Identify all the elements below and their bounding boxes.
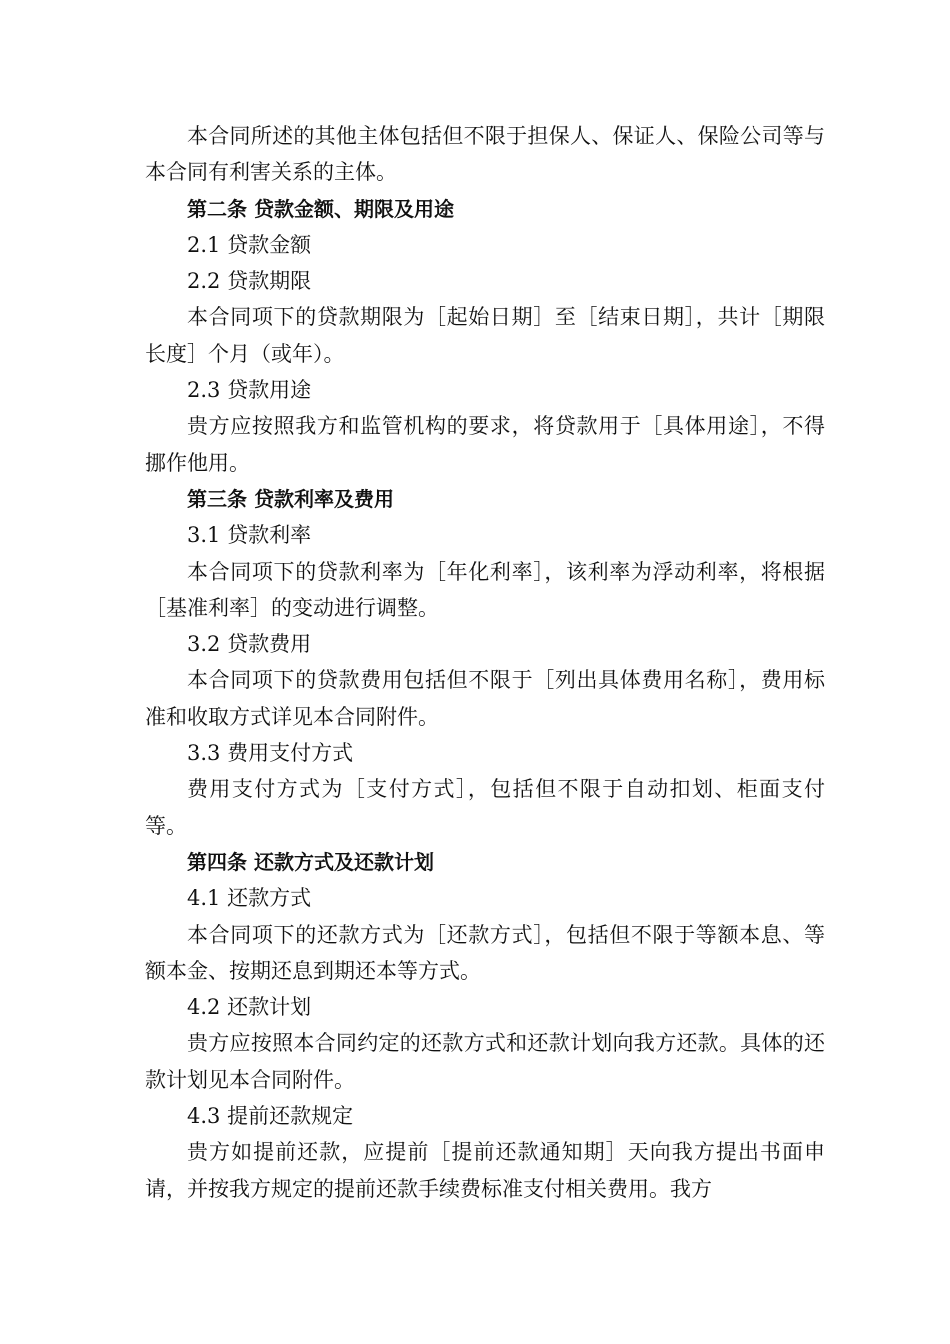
loan-fees-paragraph: 本合同项下的贷款费用包括但不限于［列出具体费用名称］，费用标准和收取方式详见本合同附件。 [145, 668, 825, 729]
article-4-heading: 第四条 还款方式及还款计划 [187, 849, 434, 874]
article-2-heading: 第二条 贷款金额、期限及用途 [187, 196, 454, 221]
fee-payment-paragraph: 费用支付方式为［支付方式］，包括但不限于自动扣划、柜面支付等。 [145, 777, 825, 838]
loan-term-paragraph: 本合同项下的贷款期限为［起始日期］至［结束日期］，共计［期限长度］个月（或年）。 [145, 305, 825, 366]
article-3-heading: 第三条 贷款利率及费用 [187, 486, 394, 511]
section-3-3-title: 3.3 费用支付方式 [187, 741, 354, 766]
document-body [145, 118, 825, 1207]
prepayment-paragraph: 贵方如提前还款，应提前［提前还款通知期］天向我方提出书面申请，并按我方规定的提前还款手续费标准支付相关费用。我方 [145, 1140, 825, 1201]
section-4-3-title: 4.3 提前还款规定 [187, 1104, 354, 1129]
section-4-2-title: 4.2 还款计划 [187, 995, 312, 1020]
loan-purpose-paragraph: 贵方应按照我方和监管机构的要求，将贷款用于［具体用途］，不得挪作他用。 [145, 414, 825, 475]
section-2-3-title: 2.3 贷款用途 [187, 378, 312, 403]
section-2-1-title: 2.1 贷款金额 [187, 232, 312, 257]
section-4-1-title: 4.1 还款方式 [187, 886, 312, 911]
section-3-1-title: 3.1 贷款利率 [187, 523, 312, 548]
section-3-2-title: 3.2 贷款费用 [187, 632, 312, 657]
section-2-2-title: 2.2 贷款期限 [187, 269, 312, 294]
repayment-method-paragraph: 本合同项下的还款方式为［还款方式］，包括但不限于等额本息、等额本金、按期还息到期还本等方式。 [145, 922, 825, 983]
paragraph-other-parties: 本合同所述的其他主体包括但不限于担保人、保证人、保险公司等与本合同有利害关系的主体。 [145, 124, 825, 185]
interest-rate-paragraph: 本合同项下的贷款利率为［年化利率］，该利率为浮动利率，将根据［基准利率］的变动进行调整。 [145, 559, 825, 620]
repayment-plan-paragraph: 贵方应按照本合同约定的还款方式和还款计划向我方还款。具体的还款计划见本合同附件。 [145, 1031, 825, 1092]
